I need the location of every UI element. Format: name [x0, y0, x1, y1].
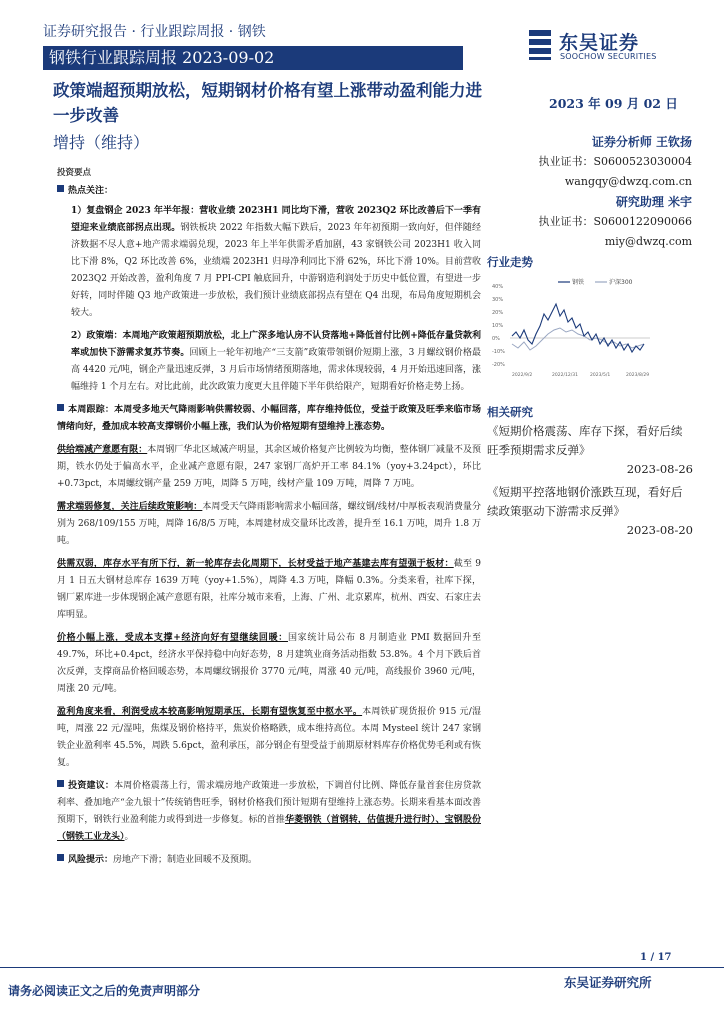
x-tick-label: 2023/8/29 [626, 373, 650, 378]
related-item-date: 2023-08-26 [626, 462, 693, 476]
brand-logo [527, 28, 697, 64]
profit-paragraph: 盈利角度来看，利润受成本较高影响短期承压，长期有望恢复至中枢水平。本周铁矿现货报价 915 元/湿吨，周涨 22 元/湿吨，焦煤及钢价格持平，焦炭价格略跌，成本维持高位。本周 Mysteel 统计 247 家钢铁企业盈利率 45.5%，周跌 5.6pct，盈利承压，部分钢企有望受益于前期原材料库存价格优势毛利或有恢复。 [57, 707, 481, 768]
investment-advice: 投资建议：本周价格震荡上行，需求端房地产政策进一步放松，下调首付比例、降低存量首套住房贷款利率、叠加地产“金九银十”传统销售旺季，钢材价格我们预计短期有望维持上涨态势。长期来看基本面改善预期下，钢铁行业盈利能力或得到进一步修复。标的首推华菱钢铁（首钢转，估值提升进行时）、宝钢股份（钢铁工业龙头）。 [57, 781, 481, 842]
supply-paragraph: 供给端减产意愿有限：本周钢厂华北区域减产明显，其余区域价格复产比例较为均衡，整体钢厂减量不及预期，铁水仍处于偏高水平，企业减产意愿有限，247 家钢厂高炉开工率 84.1%（yoy+3.24pct），环比+0.73pct，本周螺纹钢产量 259 万吨，周降 5 万吨，线材产量 109 万吨，周降 7 万吨。 [57, 445, 481, 489]
paragraph-2: 2）政策端：本周地产政策超预期放松，北上广深多地认房不认贷落地+降低首付比例+降低存量贷款利率或加快下游需求复苏节奏。回顾上一轮年初地产“三支箭”政策带领钢价短期上涨，3 月螺纹钢价格最高 4420 元/吨，钢企产量迅速反弹，3 月后市场情绪预期落地，需求体现较弱，4 月开始迅速回落，涨幅维持 1 个月左右。对比此前，此次政策力度更大且伴随下半年供给限产，短期看好价格走势上扬。 [71, 331, 481, 392]
report-date: 2023 年 09 月 02 日 [549, 96, 678, 111]
y-tick-label: 20% [492, 310, 504, 316]
trend-chart [490, 274, 660, 384]
report-header [43, 22, 483, 70]
bullet-icon [57, 404, 64, 411]
y-tick-label: 30% [492, 297, 504, 303]
analyst-2-email[interactable]: miy@dwzq.com [604, 235, 692, 248]
legend [558, 278, 633, 286]
hot-topics-heading: 热点关注： [57, 183, 481, 200]
paragraph-1: 1）复盘钢企 2023 年半年报：营收业绩 2023H1 同比均下滑，营收 2023Q2 环比改善后下一季有望迎来业绩底部拐点出现。钢铁板块 2022 年指数大幅下跌后，2023 年年初预期一致向好，但伴随经济数据不尽人意+地产需求端弱兑现，2023 年上半年供需矛盾加剧，43 家钢铁公司 2023H1 收入同比下滑 8%，Q2 环比改善 6%，业绩端 2023H1 归母净利同比下滑 62%，环比下滑 10%。目前营收 2023Q2 开始改善，盈利角度 7 月 PPI-CPI 触底回升，中游钢造利润处于历史中低位置，有望进一步好转，同时伴随 Q3 地产政策进一步放松，我们预计业绩底部拐点有望在 Q4 出现，布局角度短期机会较大。 [71, 206, 481, 318]
breadcrumb: 证券研究报告 · 行业跟踪周报 · 钢铁 [43, 24, 266, 40]
invest-points-label: 投资要点 [57, 168, 92, 178]
x-tick-label: 2022/12/31 [552, 373, 578, 378]
x-tick-label: 2022/9/2 [512, 373, 533, 378]
headline: 政策端超预期放松，短期钢材价格有望上涨带动盈利能力进一步改善 [53, 81, 482, 125]
legend-hs300: 沪深300 [609, 279, 633, 286]
related-research-title: 相关研究 [487, 405, 533, 419]
related-item-date: 2023-08-20 [626, 523, 693, 537]
footer-company: 东吴证券研究所 [564, 975, 652, 990]
page-number: 1 / 17 [640, 952, 672, 963]
report-title-bar: 钢铁行业跟踪周报 2023-09-02 [43, 46, 463, 70]
logo-text: 东吴证券 [559, 32, 640, 54]
x-tick-labels [512, 372, 649, 378]
analyst-2-cert: 执业证书：S0600122090066 [538, 215, 692, 228]
logo-english: SOOCHOW SECURITIES [560, 52, 657, 61]
risk-warning: 风险提示：房地产下滑；制造业回暖不及预期。 [57, 852, 481, 869]
inventory-paragraph: 供需双弱，库存水平有所下行，新一轮库存去化周期下，长材受益于地产基建去库有望强于板材：截至 9 月 1 日五大钢材总库存 1639 万吨（yoy+1.5%），周降 4.3 万吨，降幅 0.3%。分类来看，社库下探，钢厂累库进一步体现钢企减产意愿有限，社库分城市来看，上海、广州、北京累库，杭州、西安、石家庄去库明显。 [57, 559, 481, 620]
logo-mark-icon [527, 28, 553, 62]
related-item-title[interactable]: 《短期平控落地钢价涨跌互现，看好后续政策驱动下游需求反弹》 [487, 485, 683, 518]
analyst-1-name: 证券分析师 王钦扬 [591, 135, 692, 149]
weekly-tracking: 本周跟踪：本周受多地天气降雨影响供需较弱、小幅回落，库存维持低位，受益于政策及旺季来临市场情绪向好，叠加成本较高支撑钢价小幅上涨，我们认为价格短期有望维持上涨态势。 [57, 405, 481, 432]
related-research-list [487, 422, 693, 540]
related-item-title[interactable]: 《短期价格震荡、库存下探，看好后续旺季预期需求反弹》 [487, 424, 683, 457]
bullet-icon [57, 780, 64, 787]
bullet-icon [57, 185, 64, 192]
main-body [57, 183, 481, 872]
x-tick-label: 2023/5/1 [590, 373, 611, 378]
bullet-icon [57, 854, 64, 861]
disclaimer-note: 请务必阅读正文之后的免责声明部分 [8, 984, 201, 998]
y-tick-label: -20% [492, 362, 505, 368]
rating: 增持（维持） [53, 133, 150, 152]
y-tick-label: -10% [492, 349, 505, 355]
footer-divider [0, 967, 724, 968]
y-tick-labels [492, 284, 505, 368]
hs300-line [512, 328, 644, 350]
demand-paragraph: 需求端弱修复，关注后续政策影响：本周受天气降雨影响需求小幅回落，螺纹钢/线材/中厚板表观消费量分别为 268/109/155 万吨，周降 16/8/5 万吨，本周建材成交量环比改善，提升至 16.1 万吨，周升 1.8 万吨。 [57, 502, 481, 546]
analyst-2-name: 研究助理 米宇 [615, 195, 692, 209]
analyst-1-email[interactable]: wangqy@dwzq.com.cn [564, 175, 692, 188]
trend-title: 行业走势 [487, 255, 533, 269]
y-tick-label: 10% [492, 323, 504, 329]
y-tick-label: 40% [492, 284, 504, 290]
price-paragraph: 价格小幅上涨，受成本支撑+经济向好有望继续回暖：国家统计局公布 8 月制造业 PMI 数据回升至 49.7%，环比+0.4pct，经济水平保持稳中向好态势，8 月建筑业商务活动指数 53.8%。4 个月下跌后首次反弹，支撑商品价格回暖态势，本周螺纹钢报价 3770 元/吨，周涨 40 元/吨，高线报价 3960 元/吨，周涨 20 元/吨。 [57, 633, 481, 694]
y-tick-label: 0% [492, 336, 500, 342]
analyst-info [512, 132, 692, 252]
analyst-1-cert: 执业证书：S0600523030004 [538, 155, 692, 168]
legend-steel: 钢铁 [572, 279, 585, 286]
